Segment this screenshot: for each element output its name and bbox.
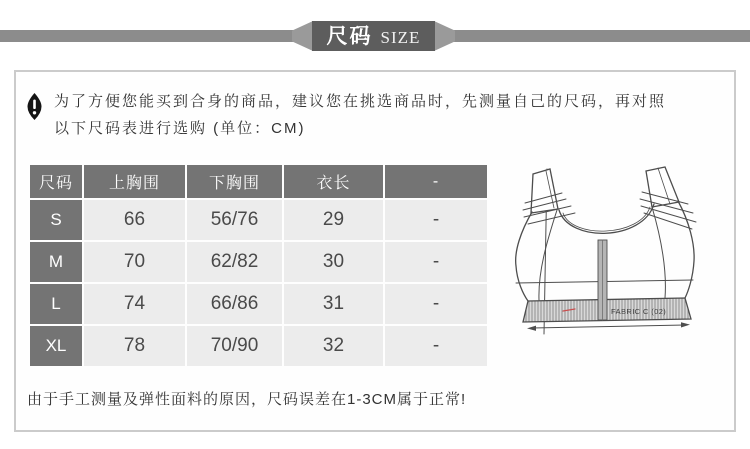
value-cell: -: [385, 200, 487, 240]
value-cell: 56/76: [187, 200, 282, 240]
size-cell-m: M: [30, 242, 82, 282]
header-cell-upper-bust: 上胸围: [84, 165, 185, 198]
value-cell: 70: [84, 242, 185, 282]
value-cell: -: [385, 242, 487, 282]
banner-tail-left: [292, 21, 313, 51]
value-cell: 31: [284, 284, 383, 324]
banner-title-box: [312, 21, 435, 51]
value-cell: 30: [284, 242, 383, 282]
tolerance-footnote: 由于手工测量及弹性面料的原因，尺码误差在1-3CM属于正常!: [27, 391, 467, 408]
value-cell: 78: [84, 326, 185, 366]
notice-line-2: 以下尺码表进行选购 (单位：CM): [54, 120, 306, 137]
header-cell-length: 衣长: [284, 165, 383, 198]
size-cell-l: L: [30, 284, 82, 324]
value-cell: 74: [84, 284, 185, 324]
exclamation-diamond-icon: [26, 93, 43, 120]
value-cell: 70/90: [187, 326, 282, 366]
notice-line-1: 为了方便您能买到合身的商品，建议您在挑选商品时，先测量自己的尺码，再对照: [54, 93, 667, 110]
value-cell: 29: [284, 200, 383, 240]
value-cell: 32: [284, 326, 383, 366]
size-cell-xl: XL: [30, 326, 82, 366]
value-cell: 66: [84, 200, 185, 240]
value-cell: 62/82: [187, 242, 282, 282]
size-cell-s: S: [30, 200, 82, 240]
value-cell: -: [385, 326, 487, 366]
header-cell-under-bust: 下胸围: [187, 165, 282, 198]
bra-line-drawing: [495, 155, 720, 380]
size-table: [30, 165, 487, 366]
banner-title-en: SIZE: [380, 27, 421, 47]
banner-tail-right: [434, 21, 455, 51]
banner-title-cn: 尺码: [326, 24, 373, 48]
header-cell-size: 尺码: [30, 165, 82, 198]
header-cell-dash: -: [385, 165, 487, 198]
measurement-notice: [54, 88, 714, 142]
value-cell: 66/86: [187, 284, 282, 324]
band-label: FABRIC C (02): [611, 307, 667, 316]
value-cell: -: [385, 284, 487, 324]
